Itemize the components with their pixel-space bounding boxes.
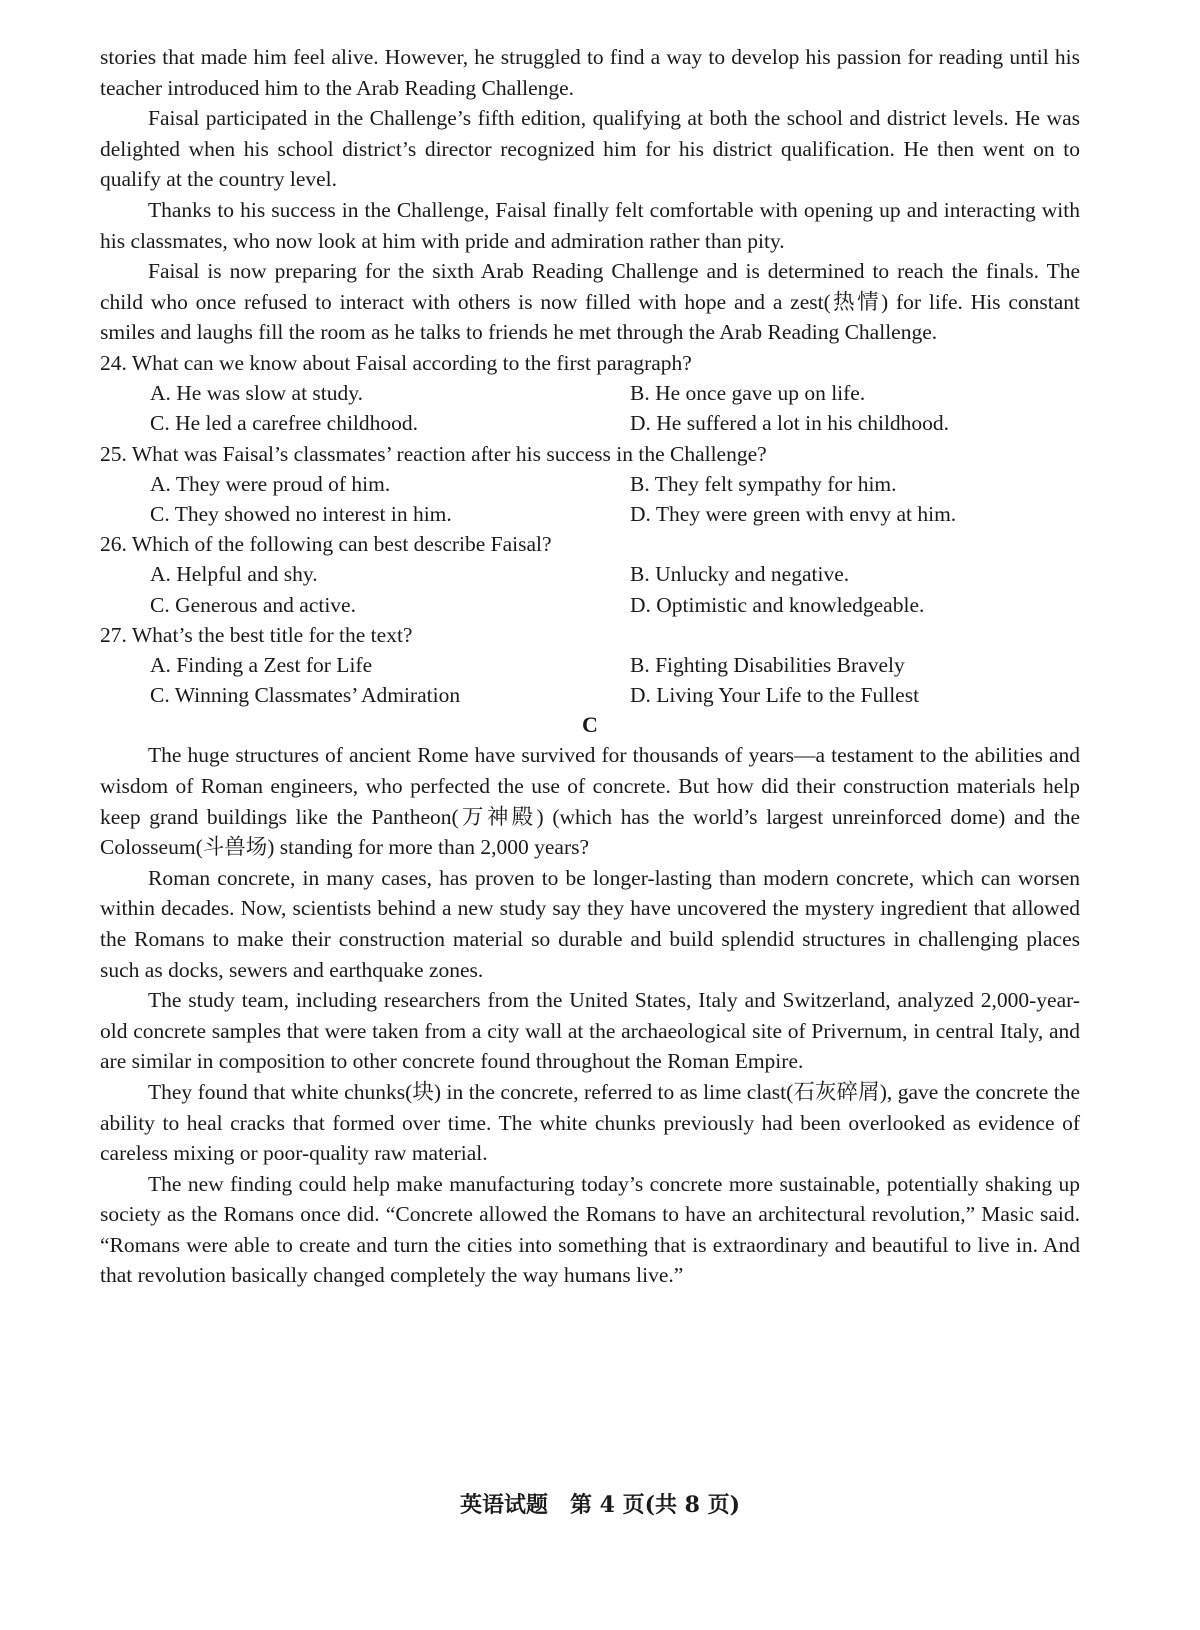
option-c: C. Generous and active. (150, 592, 356, 617)
passage-c-paragraph-2: Roman concrete, in many cases, has proven to be longer-lasting than modern concrete, which can worsen within decades. Now, scientists behind a new study say they have uncovered the mystery ingredient that allowed the Romans to make their construction material so durable and build splendid structures in challenging places such as docks, sewers and earthquake zones. (100, 865, 1080, 982)
section-c-heading: C (582, 712, 598, 738)
passage-c-paragraph-4: They found that white chunks(块) in the concrete, referred to as lime clast(石灰碎屑), gave the concrete the ability to heal cracks that formed over time. The white chunks previously had been overlooked as evidence of careless mixing or poor-quality raw material. (100, 1079, 1080, 1166)
option-d: D. He suffered a lot in his childhood. (630, 411, 950, 436)
passage-c-paragraph-3: The study team, including researchers from the United States, Italy and Switzerland, analyzed 2,000-year-old concrete samples that were taken from a city wall at the archaeological site of Privernum, in central Italy, and are similar in composition to other concrete found throughout the Roman Empire. (100, 988, 1080, 1074)
passage-b-paragraph-3: Thanks to his success in the Challenge, Faisal finally felt comfortable with opening up and interacting with his classmates, who now look at him with pride and admiration rather than pity. (100, 197, 1080, 253)
option-d: D. They were green with envy at him. (630, 501, 957, 526)
option-b: B. Unlucky and negative. (630, 562, 850, 587)
question-stem: 26. Which of the following can best describe Faisal? (100, 532, 552, 557)
question-stem: 25. What was Faisal’s classmates’ reaction after his success in the Challenge? (100, 441, 767, 466)
option-b: B. They felt sympathy for him. (630, 471, 897, 496)
option-a: A. They were proud of him. (150, 471, 391, 496)
option-list (100, 559, 1080, 619)
passage-c-paragraph-5: The new finding could help make manufacturing today’s concrete more sustainable, potentially shaking up society as the Romans once did. “Concrete allowed the Romans to have an architectural revolution,” Masic said. “Romans were able to create and turn the cities into something that is extraordinary and beautiful to live in. And that revolution basically changed completely the way humans live.” (100, 1171, 1080, 1288)
question-25 (100, 439, 1080, 530)
option-a: A. Helpful and shy. (150, 562, 318, 587)
option-b: B. Fighting Disabilities Bravely (630, 652, 905, 677)
question-26 (100, 529, 1080, 620)
question-27 (100, 620, 1080, 711)
passage-b-paragraph-2: Faisal participated in the Challenge’s fifth edition, qualifying at both the school and district levels. He was delighted when his school district’s director recognized him for his district qualification. He then went on to qualify at the country level. (100, 106, 1080, 192)
question-stem: 24. What can we know about Faisal according to the first paragraph? (100, 350, 692, 375)
option-c: C. He led a carefree childhood. (150, 411, 419, 436)
option-a: A. He was slow at study. (150, 381, 363, 406)
option-list (100, 650, 1080, 710)
option-b: B. He once gave up on life. (630, 381, 866, 406)
question-stem: 27. What’s the best title for the text? (100, 622, 413, 647)
option-a: A. Finding a Zest for Life (150, 652, 373, 677)
passage-b-paragraph-1: stories that made him feel alive. However, he struggled to find a way to develop his passion for reading until his teacher introduced him to the Arab Reading Challenge. (100, 45, 1080, 100)
passage-c-paragraph-1: The huge structures of ancient Rome have survived for thousands of years—a testament to the abilities and wisdom of Roman engineers, who perfected the use of concrete. But how did their construction materials help keep grand buildings like the Pantheon(万神殿) (which has the world’s largest unreinforced dome) and the Colosseum(斗兽场) standing for more than 2,000 years? (100, 743, 1080, 860)
option-c: C. They showed no interest in him. (150, 501, 452, 526)
option-d: D. Optimistic and knowledgeable. (630, 592, 925, 617)
option-c: C. Winning Classmates’ Admiration (150, 683, 461, 708)
passage-b-paragraph-4: Faisal is now preparing for the sixth Arab Reading Challenge and is determined to reach the finals. The child who once refused to interact with others is now filled with hope and a zest(热情) for life. His constant smiles and laughs fill the room as he talks to friends he met through the Arab Reading Challenge. (100, 259, 1080, 345)
option-list (100, 378, 1080, 438)
option-d: D. Living Your Life to the Fullest (630, 683, 920, 708)
option-list (100, 469, 1080, 529)
page-footer: 英语试题 第 4 页(共 8 页) (459, 1492, 741, 1518)
question-24 (100, 348, 1080, 439)
